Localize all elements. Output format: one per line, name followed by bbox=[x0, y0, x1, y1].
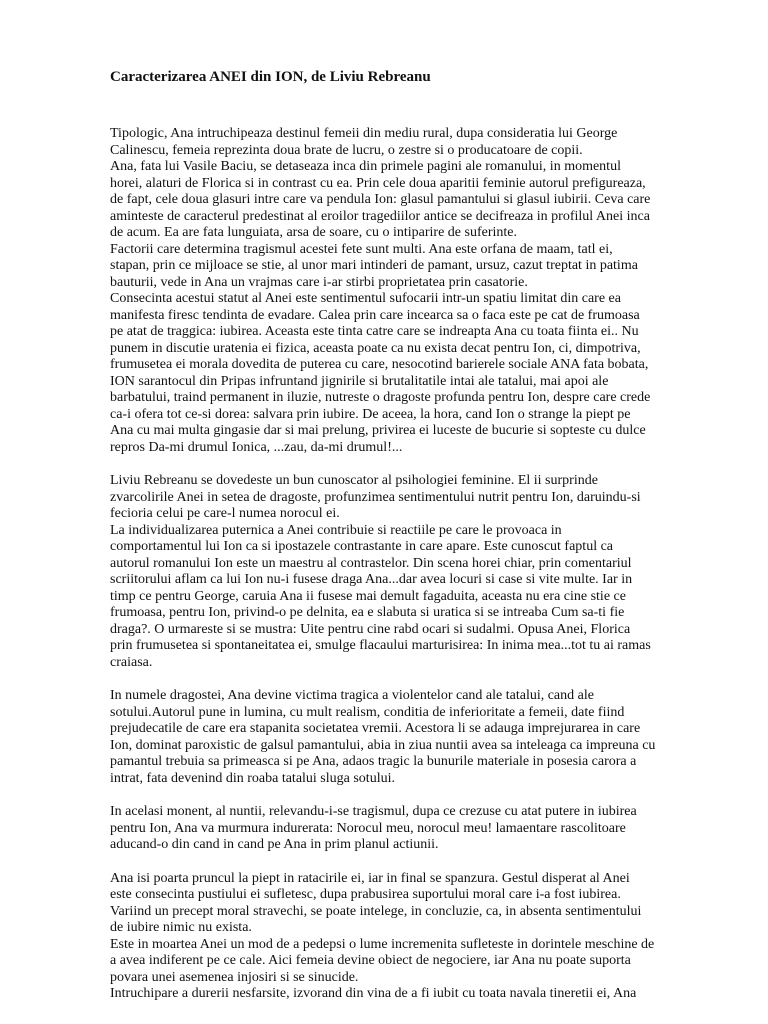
paragraph bbox=[110, 473, 718, 671]
text-line: Calinescu, femeia reprezinta doua brate de lucru, o zestre si o producatoare de copii. bbox=[110, 142, 583, 158]
text-line: aminteste de caracterul predestinat al eroilor tragediilor antice se decifreaza in profilul Anei inca bbox=[110, 208, 650, 224]
text-line: La individualizarea puternica a Anei contribuie si reactiile pe care le provoaca in bbox=[110, 522, 562, 538]
text-line: stapan, prin ce mijloace se stie, al unor mari intinderi de pamant, ursuz, cazut treptat in patima bbox=[110, 258, 638, 273]
paragraph-spacer bbox=[110, 456, 718, 473]
text-line: pentru Ion, Ana va murmura indurerata: Norocul meu, norocul meu! lamaentare rascolitoare bbox=[110, 820, 626, 836]
text-line: craiasa. bbox=[110, 654, 153, 670]
document-title: Caracterizarea ANEI din ION, de Liviu Rebreanu bbox=[110, 69, 431, 85]
text-line: de iubire nimic nu exista. bbox=[110, 920, 252, 935]
text-line: Este in moartea Anei un mod de a pedepsi o lume incremenita sufleteste in dorintele meschine de bbox=[110, 936, 655, 952]
text-line: frumoasa, pentru Ion, privind-o pe delnita, ea e slabuta si uratica si se intreaba Cum sa-ti fie bbox=[110, 605, 625, 620]
document-body bbox=[110, 126, 718, 1003]
text-line: repros Da-mi drumul Ionica, ...zau, da-mi drumul!... bbox=[110, 439, 403, 455]
paragraph bbox=[110, 804, 718, 854]
text-line: punem in discutie uratenia ei fizica, aceasta poate ca nu exista decat pentru Ion, ci, dimpotriva, bbox=[110, 340, 641, 356]
text-line: comportamentul lui Ion ca si ipostazele contrastante in care apare. Este cunoscut faptul ca bbox=[110, 539, 614, 554]
text-line: bauturii, vede in Ana un vrajmas care i-ar stirbi proprietatea prin casatorie. bbox=[110, 274, 528, 290]
text-line: In numele dragostei, Ana devine victima tragica a violentelor cand ale tatalui, cand ale bbox=[110, 688, 594, 703]
text-line: prin frumusetea si spontaneitatea ei, smulge flacaului marturisirea: In inima mea...tot tu ai ramas bbox=[110, 638, 651, 653]
text-line: autorul romanului Ion este un maestru al contrastelor. Din scena horei chiar, prin comentariul bbox=[110, 555, 632, 571]
text-line: Ana isi poarta pruncul la piept in ratacirile ei, iar in final se spanzura. Gestul disperat al Anei bbox=[110, 870, 630, 886]
text-line: barbatului, traind permanent in iluzie, nutreste o dragoste profunda pentru Ion, despre care crede bbox=[110, 390, 651, 405]
text-line: intrat, fata devenind din roaba tatalui sluga sotului. bbox=[110, 770, 395, 786]
paragraph-spacer bbox=[110, 787, 718, 804]
text-line: pamantul trebuia sa primeasca si pe Ana, adaos tragic la bunurile materiale in posesia carora a bbox=[110, 754, 637, 769]
text-line: horei, alaturi de Florica si in contrast cu ea. Prin cele doua aparitii feminie autorul prefigureaza, bbox=[110, 175, 646, 191]
text-line: fecioria celui pe care-l numea norocul ei. bbox=[110, 506, 340, 521]
text-line: de acum. Ea are fata lunguiata, arsa de soare, cu o intiparire de suferinte. bbox=[110, 225, 517, 240]
text-line: scriitorului aflam ca lui Ion nu-i fusese draga Ana...dar avea locuri si case si vite multe. Iar in bbox=[110, 572, 633, 587]
text-line: prejudecatile de care era stapanita societatea vremii. Acestora li se adauga imprejurarea in care bbox=[110, 721, 641, 736]
text-line: Ana cu mai multa gingasie dar si mai prelung, privirea ei luceste de bucurie si sopteste cu dulce bbox=[110, 423, 646, 438]
text-line: Ana, fata lui Vasile Baciu, se detaseaza inca din primele pagini ale romanului, in momentul bbox=[110, 159, 621, 174]
text-line: pe atat de traggica: iubirea. Aceasta este tinta catre care se indreapta Ana cu toata fiinta ei.. Nu bbox=[110, 324, 639, 339]
text-line: Ion, dominat paroxistic de galsul pamantului, abia in ziua nuntii avea sa inteleaga ca impreuna cu bbox=[110, 737, 656, 753]
text-line: In acelasi monent, al nuntii, relevandu-i-se tragismul, dupa ce crezuse cu atat putere in iubirea bbox=[110, 804, 637, 819]
text-line: Factorii care determina tragismul acestei fete sunt multi. Ana este orfana de maam, tatl ei, bbox=[110, 241, 613, 257]
text-line: aducand-o din cand in cand pe Ana in prim planul actiunii. bbox=[110, 837, 439, 852]
paragraph bbox=[110, 871, 718, 1003]
text-line: ION sarantocul din Pripas infruntand jignirile si brutalitatile intai ale tatalui, mai apoi ale bbox=[110, 373, 609, 389]
text-line: a avea indiferent pe ce cale. Aici femeia devine obiect de negociere, iar Ana nu poate suporta bbox=[110, 953, 631, 968]
text-line: manifesta firesc tendinta de evadare. Calea prin care incearca sa o faca este pe cat de frumoasa bbox=[110, 307, 640, 323]
text-line: ca-i ofera tot ce-si dorea: salvara prin iubire. De aceea, la hora, cand Ion o strange la piept pe bbox=[110, 406, 631, 422]
text-line: Consecinta acestui statut al Anei este sentimentul sufocarii intr-un spatiu limitat din care ea bbox=[110, 291, 621, 306]
paragraph bbox=[110, 126, 718, 456]
text-line: Liviu Rebreanu se dovedeste un bun cunoscator al psihologiei feminine. El ii surprinde bbox=[110, 473, 598, 488]
text-line: povara unei asemenea injosiri si se sinucide. bbox=[110, 969, 359, 985]
text-line: este consecinta pustiului ei sufletesc, dupa prabusirea suportului moral care i-a fost iubirea. bbox=[110, 887, 621, 902]
text-line: draga?. O urmareste si se mustra: Uite pentru cine rabd ocari si sudalmi. Opusa Anei, Florica bbox=[110, 621, 631, 637]
text-line: de fapt, cele doua glasuri intre care va pendula Ion: glasul pamantului si glasul iubirii. Ceva care bbox=[110, 192, 651, 207]
text-line: frumusetea ei morala dovedita de puterea cu care, nesocotind barierele sociale ANA fata bobata, bbox=[110, 357, 649, 372]
paragraph-spacer bbox=[110, 854, 718, 871]
text-line: Variind un precept moral stravechi, se poate intelege, in concluzie, ca, in absenta sentimentului bbox=[110, 903, 642, 919]
text-line: timp ce pentru George, caruia Ana ii fusese mai demult fagaduita, aceasta nu era cine stie ce bbox=[110, 588, 626, 604]
text-line: sotului.Autorul pune in lumina, cu mult realism, conditia de inferioritate a femeii, date fiind bbox=[110, 704, 625, 720]
text-line: zvarcolirile Anei in setea de dragoste, profunzimea sentimentului nutrit pentru Ion, daruindu-si bbox=[110, 489, 641, 505]
paragraph-spacer bbox=[110, 671, 718, 688]
text-line: Tipologic, Ana intruchipeaza destinul femeii din mediu rural, dupa consideratia lui George bbox=[110, 126, 618, 141]
text-line: Intruchipare a durerii nesfarsite, izvorand din vina de a fi iubit cu toata navala tineretii ei, Ana bbox=[110, 986, 637, 1001]
paragraph bbox=[110, 688, 718, 787]
